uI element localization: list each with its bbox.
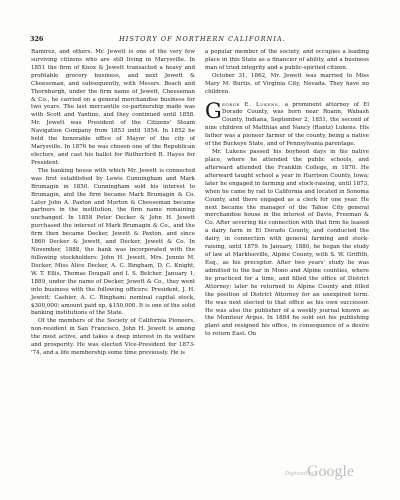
left-column xyxy=(31,49,195,358)
running-title: HISTORY OF NORTHERN CALIFORNIA. xyxy=(119,35,286,43)
opening-text: a prominent attorney of El Dorado County, was born near Roann, Wabash County, Indiana, September 2, 1851, the second of nine children of Matthias and Nancy (Rantz) Lukens. His father was a pioneer farmer of the county, being a native of the Buckeye State, and of Pennsylvania parentage. xyxy=(205,101,369,148)
right-column xyxy=(205,49,369,339)
paragraph: a popular member of the society, and occupies a leading place in this State as a financier of ability, and a business man of tried integrity and a public-spirited citizen. xyxy=(205,49,369,71)
page-number: 326 xyxy=(30,35,44,43)
paragraph: October 31, 1862, Mr. Jewett was married to Miss Mary M. Burtis, of Virginia City, Nevada. They have no children. xyxy=(205,72,369,95)
biography-opening xyxy=(205,98,369,150)
watermark-prefix: Digitized by xyxy=(285,471,315,477)
paragraph: Ramirez, and others. Mr. Jewett is one of the very few surviving citizens who are still living in Marysville. In 1851 the firm of Knox & Jewett transacted a heavy and profitable grocery business, and next Jewett & Cheeseman, and subsequently, with Messrs. Beach and Thornburgh, under the firm name of Jewett, Cheeseman & Co., he carried on a general merchandise business for two years. The last mercantile co-partnership made was with Scott and Yantine, and they continued until 1858. Mr. Jewett was President of the Citizens' Steam Navigation Company from 1853 until 1854. In 1852 he held the honorable office of Mayor of the city of Marysville. In 1876 he was chosen one of the Republican electors, and cast his ballot for Rutherford B. Hayes for President. xyxy=(31,49,195,166)
digitized-watermark xyxy=(285,463,385,485)
paragraph: The banking house with which Mr. Jewett is connected was first established by Lewis Cunningham and Mark Brumagin in 1850. Cunningham sold his interest to Brumagin, and the firm became Mark Brumagin & Co. Later John A. Paxton and Morton & Cheeseman became partners in the institution, the firm name remaining unchanged. In 1858 Peter Decker & John H. Jewett purchased the interest of Mark Brumagin & Co., and the firm then became Decker, Jewett & Paxton, and since 1860 Decker & Jewett, and Decker, Jewett & Co. In November, 1888, the bank was incorporated with the following stockholders: John H. Jewett, Mrs. Jennie M. Decker, Miss Alice Decker, A. C. Bingham, D. C. Knight, W. T. Ellis, Thomas Dougall and I. S. Belcher. January 1, 1889, under the name of Decker, Jewett & Co., they went into business with the following officers: President, J. H. Jewett; Cashier, A. C. Bingham; nominal capital stock, $300,000; amount paid up, $150,000. It is one of the solid banking institutions of the State. xyxy=(31,167,195,317)
paragraph: Mr. Lukens passed his boyhood days in his native place, where he attended the public schools, and afterward attended the Franklin College, in 1870. He afterward taught school a year in Harrison County, Iowa; later he engaged in farming and stock-raising, until 1873, when he came by rail to California and located in Sonoma County, and there engaged as a clerk for one year. He next became the manager of the Tahoe City general merchandise house in the interest of Davis, Freeman & Co. After severing his connection with that firm he leased a dairy farm in El Dorado County, and conducted the dairy, in connection with general farming and stock-raising, until 1879. In January, 1880, he began the study of law at Markleeville, Alpine County, with S. W. Griffith, Esq., as his preceptor. After two years' study he was admitted to the bar in Mono and Alpine counties, where he practiced for a time, and filled the office of District Attorney; later he returned to Alpine County and filled the position of District Attorney for an unexpired term. He was next elected to that office as his own successor. He was also the publisher of a weekly journal known as the Moniteur Argus. In 1884 he sold out his publishing plant and resigned his office, in consequence of a desire to return East. On xyxy=(205,149,369,338)
google-logo: Google xyxy=(307,463,355,480)
subject-name: eorge E. Lukens, xyxy=(222,101,281,108)
page-header xyxy=(30,34,375,44)
biography-section xyxy=(205,98,369,340)
paragraph: Of the members of the Society of California Pioneers, non-resident in San Francisco, John H. Jewett is among the most active, and takes a deep interest in its welfare and prosperity. He was elected Vice-President for 1873-'74, and a life membership some time previously. He is xyxy=(31,318,195,357)
drop-cap-letter: G xyxy=(205,98,222,123)
